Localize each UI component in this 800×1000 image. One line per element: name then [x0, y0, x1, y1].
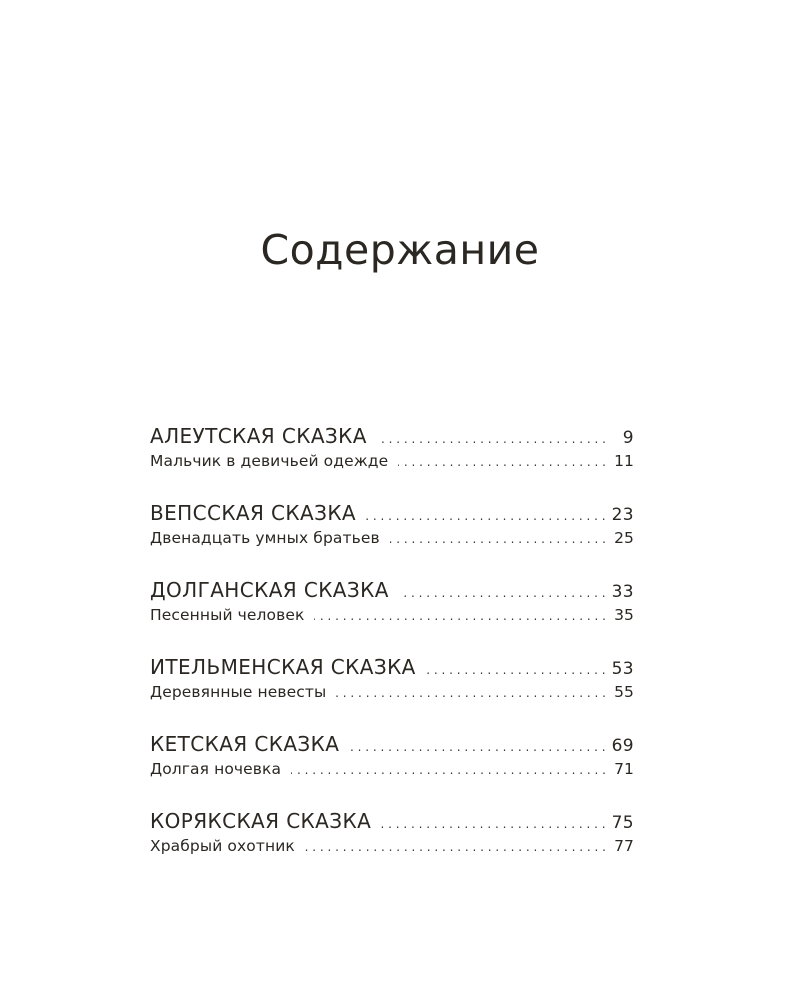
- toc-page-number: 75: [611, 813, 634, 833]
- toc-section-title: АЛЕУТСКАЯ СКАЗКА: [150, 424, 367, 448]
- toc-page-number: 23: [611, 505, 634, 525]
- dot-leader: [377, 432, 606, 446]
- toc-story-entry[interactable]: [150, 529, 634, 555]
- toc-story-title: Песенный человек: [150, 606, 305, 624]
- toc-group-koryak: [150, 809, 634, 886]
- dot-leader: [366, 509, 606, 523]
- dot-leader: [381, 817, 605, 831]
- toc-group-aleut: [150, 424, 634, 501]
- dot-leader: [336, 686, 606, 700]
- toc-page-number: 25: [614, 529, 634, 547]
- toc-section-title: ДОЛГАНСКАЯ СКАЗКА: [150, 578, 389, 602]
- toc-page-number: 33: [611, 582, 634, 602]
- dot-leader: [426, 663, 606, 677]
- dot-leader: [390, 532, 606, 546]
- dot-leader: [398, 455, 606, 469]
- toc-story-entry[interactable]: [150, 837, 634, 863]
- toc-group-veps: [150, 501, 634, 578]
- toc-page-number: 53: [611, 659, 634, 679]
- toc-section-entry[interactable]: [150, 732, 634, 760]
- toc-section-entry[interactable]: [150, 655, 634, 683]
- toc-story-title: Двенадцать умных братьев: [150, 529, 380, 547]
- toc-section-entry[interactable]: [150, 501, 634, 529]
- toc-story-title: Храбрый охотник: [150, 837, 295, 855]
- toc-group-ket: [150, 732, 634, 809]
- toc-section-entry[interactable]: [150, 809, 634, 837]
- toc-page-number: 69: [611, 736, 634, 756]
- toc-story-title: Долгая ночевка: [150, 760, 282, 778]
- toc-page-number: 35: [614, 606, 634, 624]
- dot-leader: [291, 763, 606, 777]
- dot-leader: [305, 840, 606, 854]
- toc-section-title: ВЕПССКАЯ СКАЗКА: [150, 501, 357, 525]
- toc-story-entry[interactable]: [150, 760, 634, 786]
- table-of-contents: [150, 424, 634, 886]
- toc-story-entry[interactable]: [150, 683, 634, 709]
- toc-page-number: 9: [622, 428, 634, 448]
- toc-story-entry[interactable]: [150, 606, 634, 632]
- toc-section-entry[interactable]: [150, 578, 634, 606]
- dot-leader: [349, 740, 605, 754]
- toc-section-title: КОРЯКСКАЯ СКАЗКА: [150, 809, 372, 833]
- toc-page-number: 55: [614, 683, 634, 701]
- toc-story-entry[interactable]: [150, 452, 634, 478]
- toc-page-number: 11: [614, 452, 634, 470]
- toc-section-entry[interactable]: [150, 424, 634, 452]
- page-title: Содержание: [260, 226, 540, 274]
- toc-group-itelmen: [150, 655, 634, 732]
- dot-leader: [314, 609, 606, 623]
- toc-story-title: Деревянные невесты: [150, 683, 327, 701]
- toc-section-title: ИТЕЛЬМЕНСКАЯ СКАЗКА: [150, 655, 416, 679]
- dot-leader: [399, 586, 606, 600]
- toc-page-number: 77: [614, 837, 634, 855]
- toc-section-title: КЕТСКАЯ СКАЗКА: [150, 732, 340, 756]
- toc-story-title: Мальчик в девичьей одежде: [150, 452, 389, 470]
- toc-group-dolgan: [150, 578, 634, 655]
- toc-page-number: 71: [614, 760, 634, 778]
